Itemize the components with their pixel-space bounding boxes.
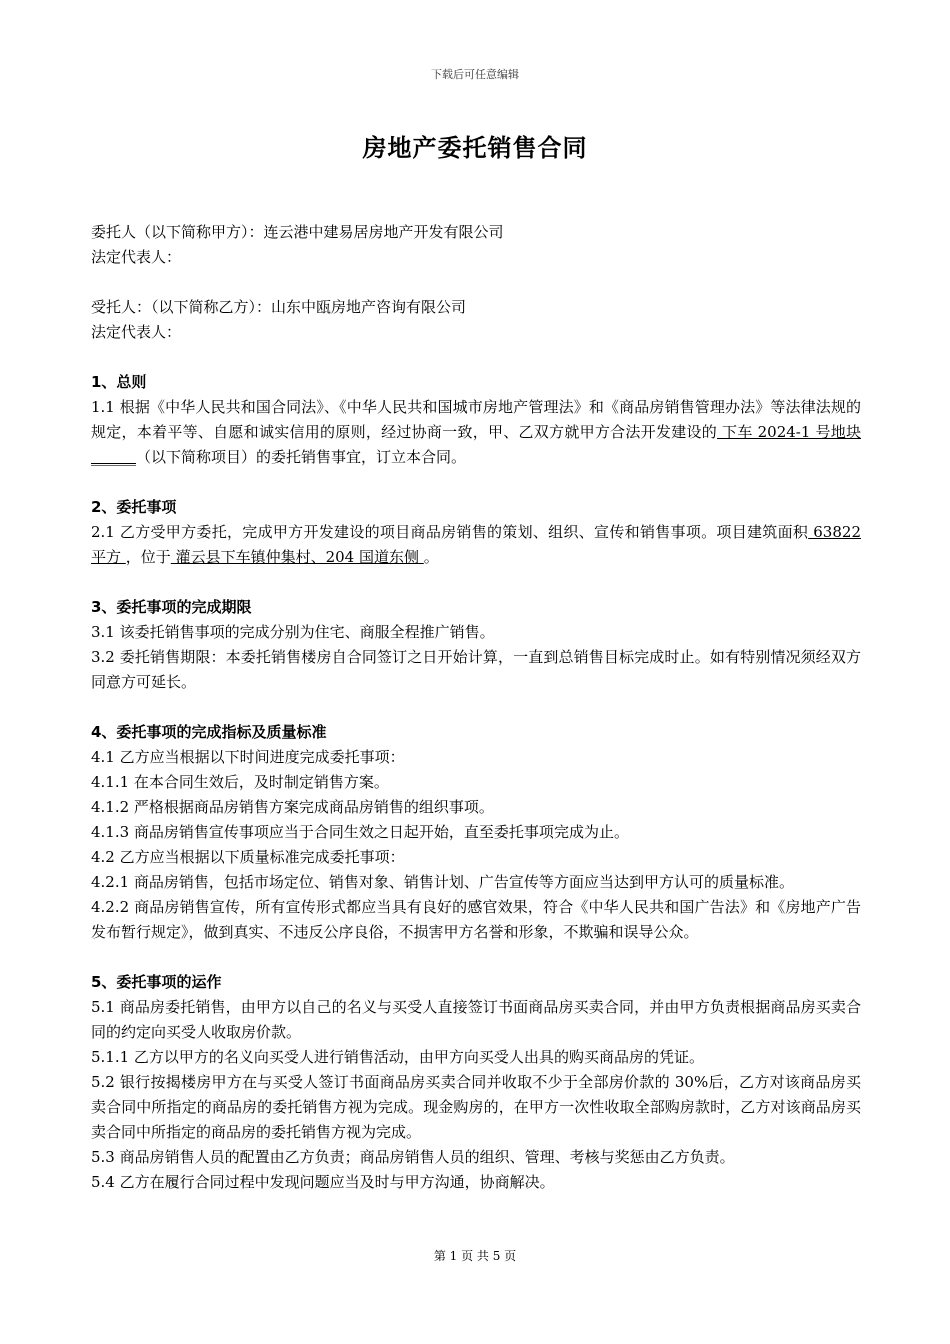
section-1-1-paragraph — [91, 395, 861, 470]
section-4-1-2-paragraph: 4.1.2 严格根据商品房销售方案完成商品房销售的组织事项。 — [91, 798, 494, 816]
section-2-1-text-a: 2.1 乙方受甲方委托，完成甲方开发建设的项目商品房销售的策划、组织、宣传和销售事项。项目建筑面积 — [91, 523, 809, 541]
section-1-heading: 1、总则 — [91, 373, 147, 391]
section-2-1-text-c: 。 — [423, 548, 439, 566]
section-5-1-paragraph: 5.1 商品房委托销售，由甲方以自己的名义与买受人直接签订书面商品房买卖合同，并由甲方负责根据商品房买卖合同的约定向买受人收取房价款。 — [91, 998, 861, 1041]
section-5-2-paragraph: 5.2 银行按揭楼房甲方在与买受人签订书面商品房买卖合同并收取不少于全部房价款的 30%后，乙方对该商品房买卖合同中所指定的商品房的委托销售方视为完成。现金购房的，在甲方一次性收取全部购房款时，乙方对该商品房买卖合同中所指定的商品房的委托销售方视为完成。 — [91, 1073, 861, 1141]
project-location-field: 灌云县下车镇仲集村、204 国道东侧 — [170, 548, 424, 566]
section-4-2-paragraph: 4.2 乙方应当根据以下质量标准完成委托事项： — [91, 848, 405, 866]
section-1-1-text-a: 1.1 根据《中华人民共和国合同法》、《中华人民共和国城市房地产管理法》和《商品房销售管理办法》等法律法规的规定，本着平等、自愿和诚实信用的原则，经过协商一致，甲、乙双方就甲方合法开发建设的 — [91, 398, 861, 441]
building-area-field: 63822 平方 — [91, 523, 861, 566]
client-line: 委托人（以下简称甲方）：连云港中建易居房地产开发有限公司 — [91, 223, 504, 241]
section-4-1-1-paragraph: 4.1.1 在本合同生效后，及时制定销售方案。 — [91, 773, 389, 791]
section-5-4-paragraph: 5.4 乙方在履行合同过程中发现问题应当及时与甲方沟通，协商解决。 — [91, 1173, 555, 1191]
project-name-field: 下车 2024-1 号地块______ — [91, 423, 861, 466]
section-4-2-1-paragraph: 4.2.1 商品房销售，包括市场定位、销售对象、销售计划、广告宣传等方面应当达到甲方认可的质量标准。 — [91, 873, 794, 891]
page-number-footer: 第 1 页 共 5 页 — [433, 1249, 517, 1263]
document-title: 房地产委托销售合同 — [362, 133, 588, 162]
client-representative-line: 法定代表人： — [91, 248, 182, 266]
section-2-heading: 2、委托事项 — [91, 498, 177, 516]
section-3-1-paragraph: 3.1 该委托销售事项的完成分别为住宅、商服全程推广销售。 — [91, 623, 495, 641]
document-body — [91, 220, 861, 1195]
section-1-1-text-b: （以下简称项目）的委托销售事宜，订立本合同。 — [136, 448, 467, 466]
section-4-heading: 4、委托事项的完成指标及质量标准 — [91, 723, 327, 741]
section-5-1-1-paragraph: 5.1.1 乙方以甲方的名义向买受人进行销售活动，由甲方向买受人出具的购买商品房的凭证。 — [91, 1048, 704, 1066]
section-3-2-paragraph: 3.2 委托销售期限：本委托销售楼房自合同签订之日开始计算，一直到总销售目标完成时止。如有特别情况须经双方同意方可延长。 — [91, 648, 861, 691]
section-4-1-3-paragraph: 4.1.3 商品房销售宣传事项应当于合同生效之日起开始，直至委托事项完成为止。 — [91, 823, 629, 841]
section-4-1-paragraph: 4.1 乙方应当根据以下时间进度完成委托事项： — [91, 748, 405, 766]
section-4-2-2-paragraph: 4.2.2 商品房销售宣传，所有宣传形式都应当具有良好的感官效果，符合《中华人民共和国广告法》和《房地产广告发布暂行规定》，做到真实、不违反公序良俗，不损害甲方名誉和形象，不欺骗和误导公众。 — [91, 898, 861, 941]
section-5-3-paragraph: 5.3 商品房销售人员的配置由乙方负责；商品房销售人员的组织、管理、考核与奖惩由乙方负责。 — [91, 1148, 735, 1166]
page-header-note: 下载后可任意编辑 — [431, 68, 519, 81]
agent-representative-line: 法定代表人： — [91, 323, 182, 341]
section-5-heading: 5、委托事项的运作 — [91, 973, 222, 991]
section-2-1-paragraph — [91, 520, 861, 570]
agent-line: 受托人：（以下简称乙方）：山东中瓯房地产咨询有限公司 — [91, 298, 467, 316]
section-2-1-text-b: ，位于 — [125, 548, 171, 566]
section-3-heading: 3、委托事项的完成期限 — [91, 598, 252, 616]
